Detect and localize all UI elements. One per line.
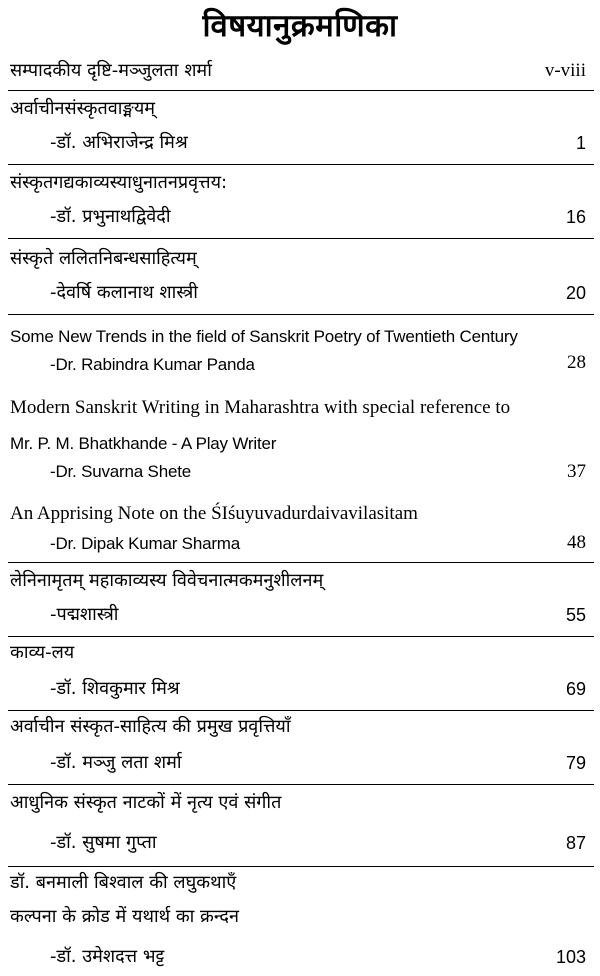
toc-entry-page: 37 (567, 461, 586, 482)
toc-entry-title: संस्कृतगद्यकाव्यस्याधुनातनप्रवृत्तय: (10, 172, 228, 193)
divider (8, 562, 594, 563)
toc-entry-page: 28 (567, 352, 586, 373)
toc-entry-page: 79 (565, 753, 586, 773)
toc-entry-author: -Dr. Dipak Kumar Sharma (50, 534, 241, 553)
toc-entry-title: Modern Sanskrit Writing in Maharashtra with special reference to (10, 397, 511, 418)
toc-entry-title: सम्पादकीय दृष्टि-मञ्जुलता शर्मा (10, 60, 212, 81)
divider (8, 238, 594, 239)
toc-entry-page: 69 (565, 679, 586, 699)
divider (8, 314, 594, 315)
toc-entry-author: -डॉ. शिवकुमार मिश्र (50, 678, 180, 699)
toc-entry-title: संस्कृते ललितनिबन्धसाहित्यम् (10, 248, 197, 269)
toc-entry-author: -डॉ. प्रभुनाथद्विवेदी (50, 206, 171, 227)
toc-entry-title: डॉ. बनमाली बिश्वाल की लघुकथाएँ (10, 872, 237, 893)
toc-entry-page: 16 (565, 207, 586, 227)
toc-entry-page: 20 (565, 283, 586, 303)
toc-entry-author: -Dr. Rabindra Kumar Panda (50, 355, 255, 374)
toc-entry-title: Some New Trends in the field of Sanskrit Poetry of Twentieth Century (10, 327, 518, 346)
toc-entry-author: -पद्मशास्त्री (50, 604, 119, 625)
toc-entry-title: अर्वाचीनसंस्कृतवाङ्मयम् (10, 98, 156, 119)
divider (8, 866, 594, 867)
toc-entry-title: An Apprising Note on the ŚIśuyuvadurdaivavilasitam (10, 503, 418, 524)
toc-entry-author: -डॉ. उमेशदत्त भट्ट (50, 946, 165, 967)
toc-entry-page: 1 (575, 133, 586, 153)
toc-entry-author: -देवर्षि कलानाथ शास्त्री (50, 282, 198, 303)
divider (8, 710, 594, 711)
toc-entry-author: -डॉ. मञ्जु लता शर्मा (50, 752, 182, 773)
toc-entry-page: 87 (565, 833, 586, 853)
toc-entry-title: काव्य-लय (10, 642, 75, 663)
toc-entry-page: 48 (567, 532, 586, 553)
divider (8, 164, 594, 165)
toc-entry-title-continued: कल्पना के क्रोड में यथार्थ का क्रन्दन (10, 906, 239, 927)
divider (8, 636, 594, 637)
toc-entry-title: अर्वाचीन संस्कृत-साहित्य की प्रमुख प्रवृत्तियाँ (10, 716, 291, 737)
toc-entry-page: v-viii (544, 60, 586, 81)
toc-entry-author: -डॉ. सुषमा गुप्ता (50, 832, 157, 853)
toc-entry-author: -डॉ. अभिराजेन्द्र मिश्र (50, 132, 188, 153)
toc-entry-page: 55 (565, 605, 586, 625)
divider (8, 90, 594, 91)
toc-entry-page: 103 (555, 947, 586, 967)
divider (8, 784, 594, 785)
page-title: विषयानुक्रमणिका (202, 8, 398, 44)
toc-entry-title-continued: Mr. P. M. Bhatkhande - A Play Writer (10, 434, 277, 453)
toc-entry-author: -Dr. Suvarna Shete (50, 462, 191, 481)
toc-entry-title: आधुनिक संस्कृत नाटकों में नृत्य एवं संगीत (10, 792, 282, 813)
toc-entry-title: लेनिनामृतम् महाकाव्यस्य विवेचनात्मकमनुशीलनम् (10, 570, 324, 591)
